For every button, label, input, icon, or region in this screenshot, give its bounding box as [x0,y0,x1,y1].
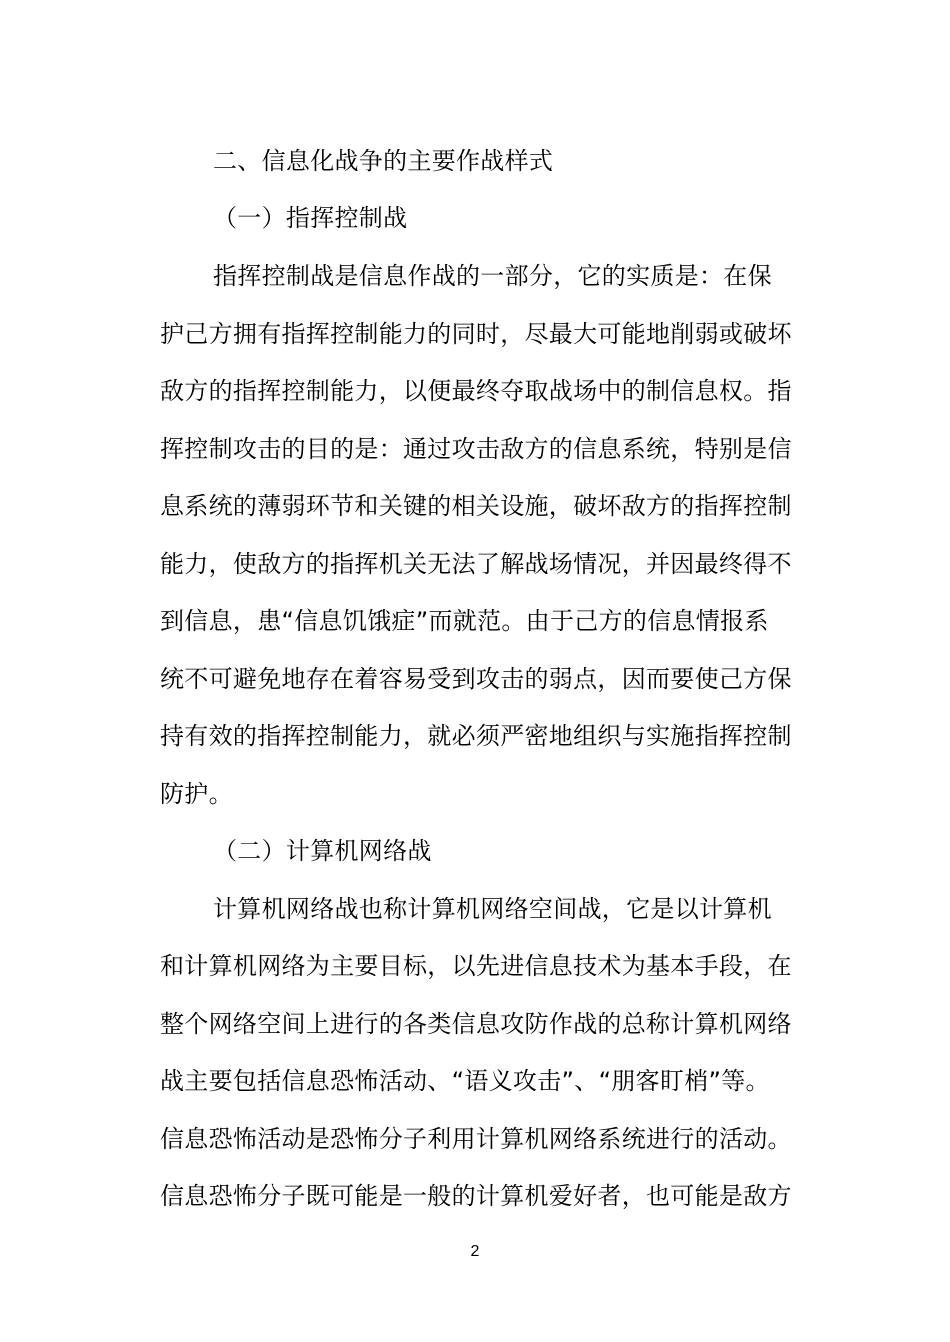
subsection-title-network-warfare: （二）计算机网络战 [213,837,432,865]
paragraph-line: 到信息，患“信息饥饿症”而就范。由于己方的信息情报系 [160,607,769,635]
section-heading: 二、信息化战争的主要作战样式 [213,147,554,175]
paragraph-line: 敌方的指挥控制能力，以便最终夺取战场中的制信息权。指 [160,377,792,405]
page-number: 2 [470,1243,480,1260]
paragraph-line: 统不可避免地存在着容易受到攻击的弱点，因而要使己方保 [160,665,792,693]
paragraph-line: 息系统的薄弱环节和关键的相关设施，破坏敌方的指挥控制 [160,492,792,520]
paragraph-line: 持有效的指挥控制能力，就必须严密地组织与实施指挥控制 [160,722,792,750]
paragraph-line: 指挥控制战是信息作战的一部分，它的实质是：在保 [213,262,772,290]
paragraph-line: 挥控制攻击的目的是：通过攻击敌方的信息系统，特别是信 [160,435,792,463]
paragraph-line: 信息恐怖分子既可能是一般的计算机爱好者，也可能是敌方 [160,1182,792,1210]
paragraph-line: 护己方拥有指挥控制能力的同时，尽最大可能地削弱或破坏 [160,320,792,348]
paragraph-line: 整个网络空间上进行的各类信息攻防作战的总称计算机网络 [160,1010,792,1038]
paragraph-line: 和计算机网络为主要目标，以先进信息技术为基本手段，在 [160,952,792,980]
paragraph-line: 防护。 [160,780,233,808]
paragraph-line: 计算机网络战也称计算机网络空间战，它是以计算机 [213,895,772,923]
paragraph-line: 战主要包括信息恐怖活动、“语义攻击”、“朋客盯梢”等。 [160,1067,770,1095]
paragraph-line: 信息恐怖活动是恐怖分子利用计算机网络系统进行的活动。 [160,1125,792,1153]
subsection-title-command-control: （一）指挥控制战 [213,204,408,232]
paragraph-line: 能力，使敌方的指挥机关无法了解战场情况，并因最终得不 [160,550,792,578]
